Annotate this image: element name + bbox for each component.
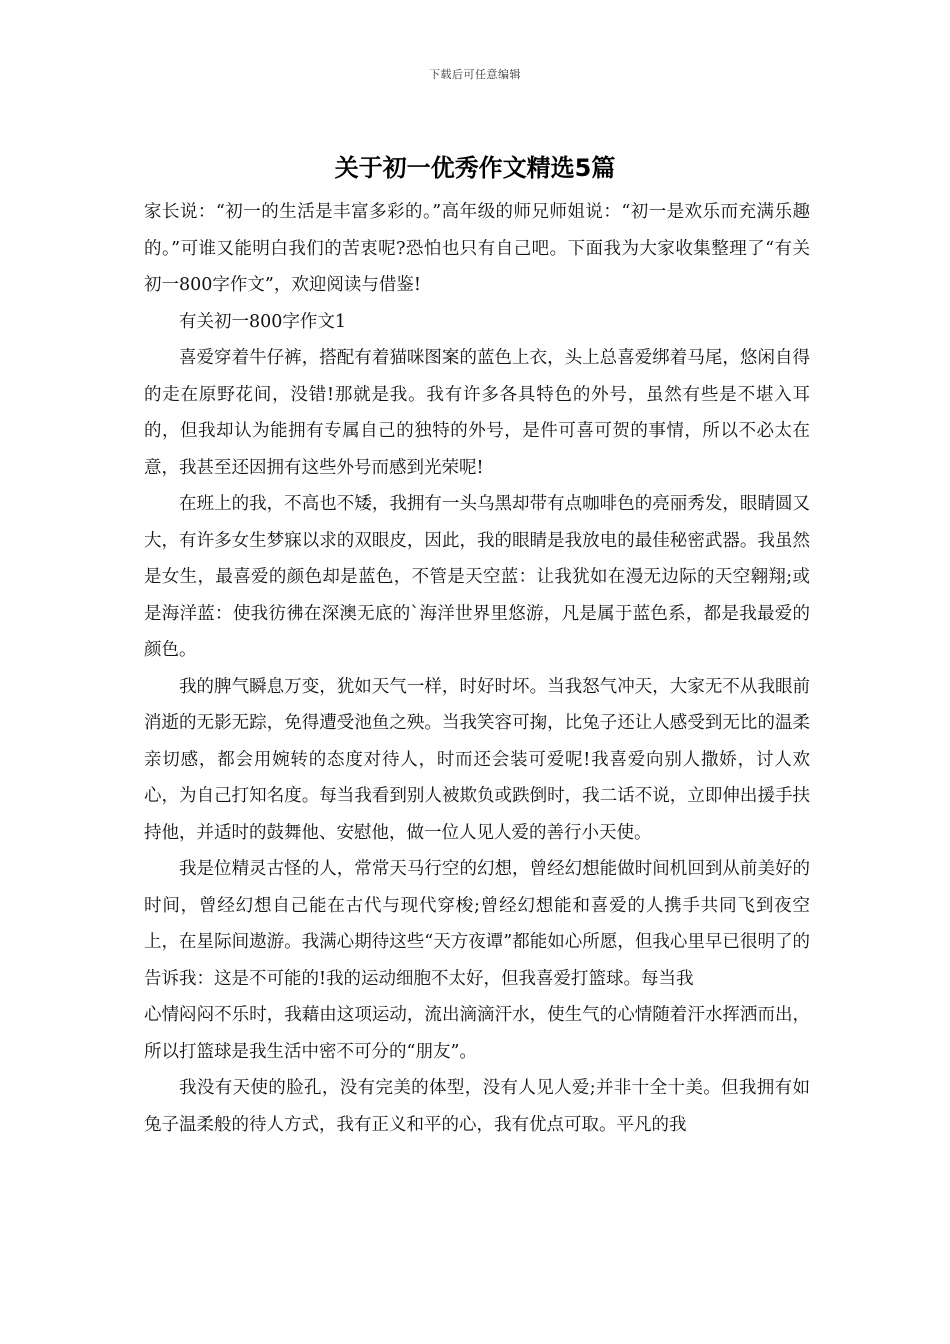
header-note: 下载后可任意编辑: [429, 68, 521, 81]
body-paragraph: 我的脾气瞬息万变，犹如天气一样，时好时坏。当我怒气冲天，大家无不从我眼前消逝的无影无踪，免得遭受池鱼之殃。当我笑容可掬，比兔子还让人感受到无比的温柔亲切感，都会用婉转的态度对待人，时而还会装可爱呢!我喜爱向别人撒娇，讨人欢心，为自己打知名度。每当我看到别人被欺负或跌倒时，我二话不说，立即伸出援手扶持他，并适时的鼓舞他、安慰他，做一位人见人爱的善行小天使。: [144, 676, 810, 843]
body-paragraph: 心情闷闷不乐时，我藉由这项运动，流出滴滴汗水，使生气的心情随着汗水挥洒而出，所以打篮球是我生活中密不可分的“朋友”。: [144, 1005, 810, 1062]
intro-paragraph: 家长说：“初一的生活是丰富多彩的。”高年级的师兄师姐说：“初一是欢乐而充满乐趣的。”可谁又能明白我们的苦衷呢?恐怕也只有自己吧。下面我为大家收集整理了“有关初一800字作文”，欢迎阅读与借鉴!: [144, 202, 810, 295]
body-paragraph: 在班上的我，不高也不矮，我拥有一头乌黑却带有点咖啡色的亮丽秀发，眼睛圆又大，有许多女生梦寐以求的双眼皮，因此，我的眼睛是我放电的最佳秘密武器。我虽然是女生，最喜爱的颜色却是蓝色，不管是天空蓝：让我犹如在漫无边际的天空翱翔;或是海洋蓝：使我彷彿在深澳无底的`海洋世界里悠游，凡是属于蓝色系，都是我最爱的颜色。: [144, 494, 810, 660]
body-paragraph: 我没有天使的脸孔，没有完美的体型，没有人见人爱;并非十全十美。但我拥有如兔子温柔般的待人方式，我有正义和平的心，我有优点可取。平凡的我: [144, 1078, 810, 1135]
body-paragraph: 我是位精灵古怪的人，常常天马行空的幻想，曾经幻想能做时间机回到从前美好的时间，曾经幻想自己能在古代与现代穿梭;曾经幻想能和喜爱的人携手共同飞到夜空上，在星际间遨游。我满心期待这些“天方夜谭”都能如心所愿，但我心里早已很明了的告诉我：这是不可能的!我的运动细胞不太好，但我喜爱打篮球。每当我: [144, 859, 810, 989]
section-heading: 有关初一800字作文1: [179, 311, 347, 332]
document-title: 关于初一优秀作文精选5篇: [334, 154, 616, 182]
body-paragraph: 喜爱穿着牛仔裤，搭配有着猫咪图案的蓝色上衣，头上总喜爱绑着马尾，悠闲自得的走在原野花间，没错!那就是我。我有许多各具特色的外号，虽然有些是不堪入耳的，但我却认为能拥有专属自己的独特的外号，是件可喜可贺的事情，所以不必太在意，我甚至还因拥有这些外号而感到光荣呢!: [144, 348, 810, 478]
document-body: [144, 194, 810, 1143]
